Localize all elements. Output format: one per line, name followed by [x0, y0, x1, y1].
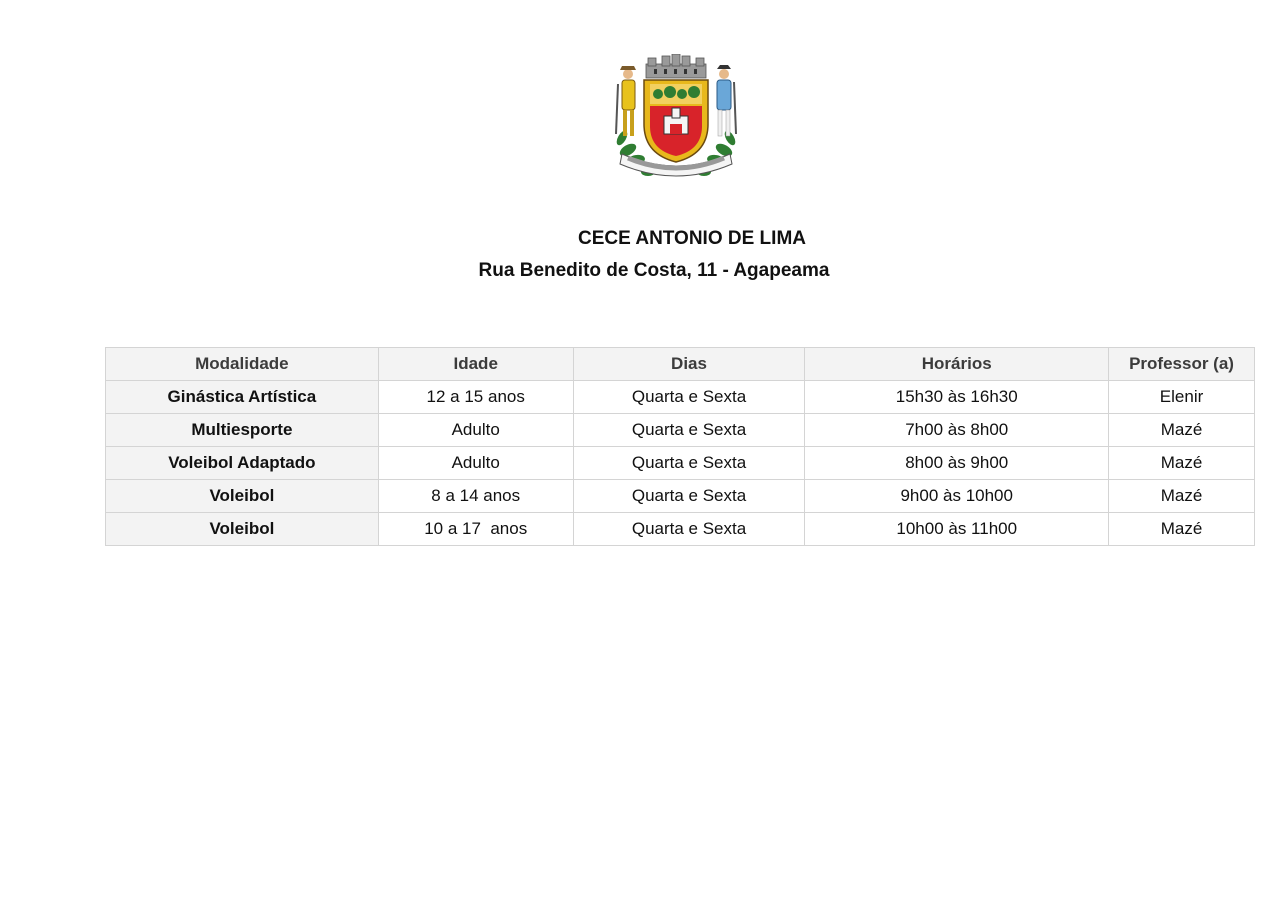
cell-modalidade: Ginástica Artística	[106, 381, 379, 414]
schedule-table	[105, 347, 1255, 546]
page-title: CECE ANTONIO DE LIMA	[577, 228, 806, 249]
cell-professor: Mazé	[1109, 414, 1255, 447]
cell-horarios: 8h00 às 9h00	[805, 447, 1109, 480]
column-header-horarios: Horários	[805, 348, 1109, 381]
table-row	[106, 513, 1255, 546]
cell-idade: Adulto	[378, 414, 573, 447]
table-header-row	[106, 348, 1255, 381]
table-row	[106, 480, 1255, 513]
cell-dias: Quarta e Sexta	[573, 381, 805, 414]
column-header-dias: Dias	[573, 348, 805, 381]
cell-dias: Quarta e Sexta	[573, 480, 805, 513]
cell-idade: 8 a 14 anos	[378, 480, 573, 513]
table-row	[106, 381, 1255, 414]
column-header-modalidade: Modalidade	[106, 348, 379, 381]
cell-dias: Quarta e Sexta	[573, 513, 805, 546]
cell-idade: Adulto	[378, 447, 573, 480]
cell-professor: Mazé	[1109, 480, 1255, 513]
cell-horarios: 7h00 às 8h00	[805, 414, 1109, 447]
cell-modalidade: Voleibol	[106, 480, 379, 513]
cell-professor: Mazé	[1109, 447, 1255, 480]
cell-professor: Elenir	[1109, 381, 1255, 414]
cell-dias: Quarta e Sexta	[573, 447, 805, 480]
column-header-professor: Professor (a)	[1109, 348, 1255, 381]
cell-horarios: 10h00 às 11h00	[805, 513, 1109, 546]
cell-horarios: 15h30 às 16h30	[805, 381, 1109, 414]
city-coat-of-arms-logo	[608, 54, 744, 182]
table-row	[106, 414, 1255, 447]
cell-modalidade: Voleibol Adaptado	[106, 447, 379, 480]
address-subtitle: Rua Benedito de Costa, 11 - Agapeama	[478, 260, 830, 281]
cell-dias: Quarta e Sexta	[573, 414, 805, 447]
cell-professor: Mazé	[1109, 513, 1255, 546]
cell-modalidade: Voleibol	[106, 513, 379, 546]
cell-idade: 12 a 15 anos	[378, 381, 573, 414]
cell-modalidade: Multiesporte	[106, 414, 379, 447]
cell-idade: 10 a 17 anos	[378, 513, 573, 546]
table-row	[106, 447, 1255, 480]
column-header-idade: Idade	[378, 348, 573, 381]
cell-horarios: 9h00 às 10h00	[805, 480, 1109, 513]
